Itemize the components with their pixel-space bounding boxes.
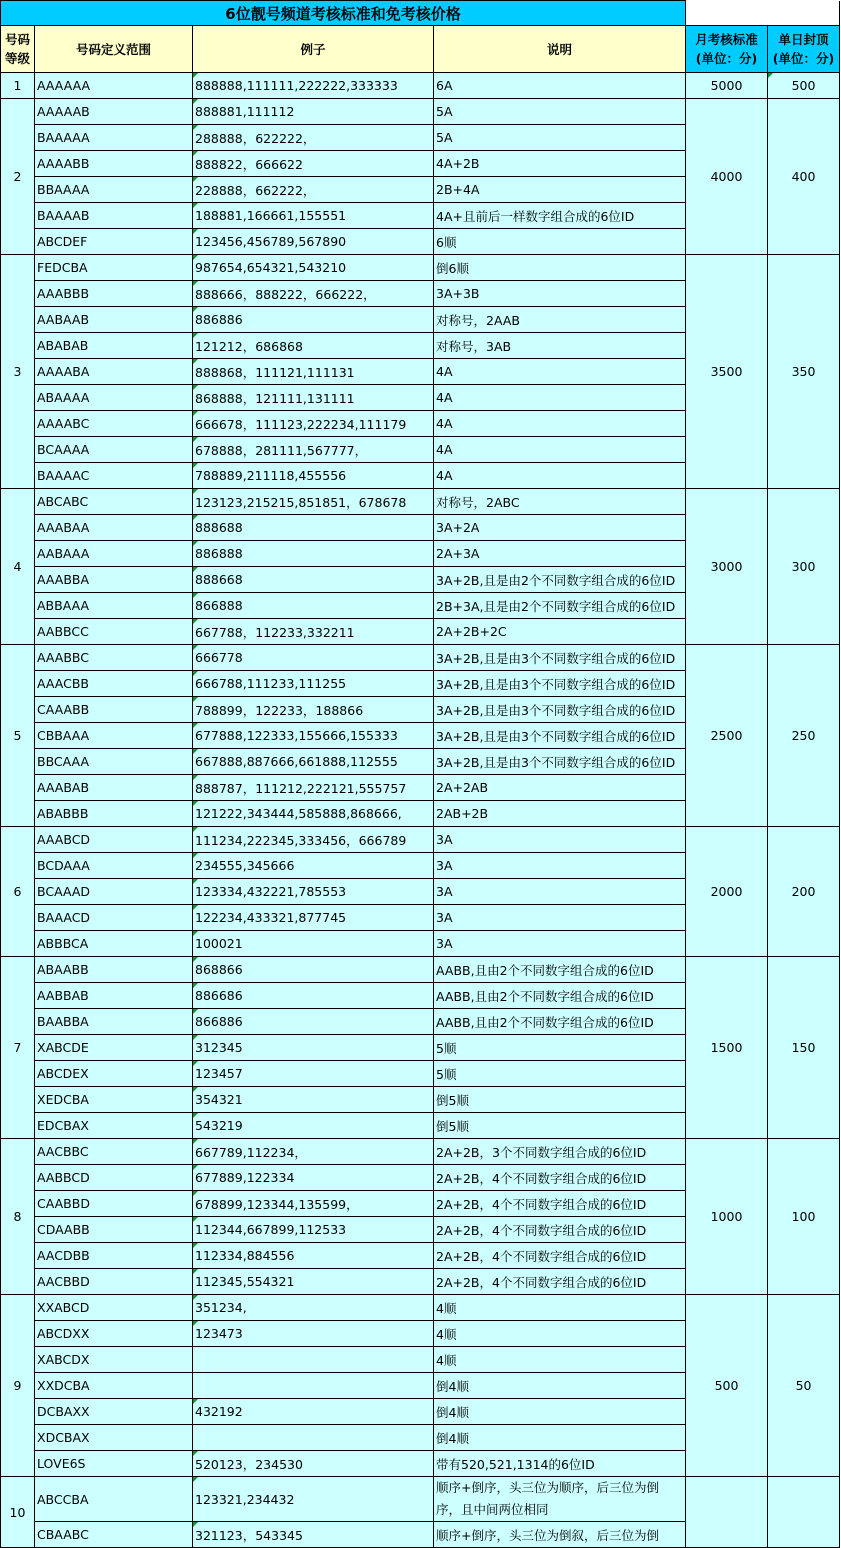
example-cell: 123457 — [193, 1061, 434, 1087]
desc-cell: 2A+2B，4个不同数字组合成的6位ID — [434, 1191, 686, 1217]
desc-cell: 2A+2B，4个不同数字组合成的6位ID — [434, 1217, 686, 1243]
grade-cell: 1 — [1, 73, 35, 99]
example-cell: 123334,432221,785553 — [193, 879, 434, 905]
title-row — [1, 1, 840, 26]
desc-cell: 6顺 — [434, 229, 686, 255]
desc-cell: 5A — [434, 99, 686, 125]
table-title: 6位靓号频道考核标准和免考核价格 — [1, 1, 686, 26]
code-cell: LOVE6S — [35, 1451, 193, 1477]
code-cell: CDAABB — [35, 1217, 193, 1243]
code-cell: CBAABC — [35, 1522, 193, 1548]
desc-cell: 对称号，2AAB — [434, 307, 686, 333]
desc-cell: 3A+2B,且是由2个不同数字组合成的6位ID — [434, 567, 686, 593]
code-cell: BCAAAA — [35, 437, 193, 463]
code-cell: AAABBC — [35, 645, 193, 671]
example-cell: 788899，122233，188866 — [193, 697, 434, 723]
desc-cell: 2A+2B，3个不同数字组合成的6位ID — [434, 1139, 686, 1165]
example-cell: 666778 — [193, 645, 434, 671]
table-row — [1, 645, 840, 671]
code-cell: ABCABC — [35, 489, 193, 515]
desc-cell: 5顺 — [434, 1061, 686, 1087]
code-cell: BAABBA — [35, 1009, 193, 1035]
desc-cell: 4顺 — [434, 1347, 686, 1373]
example-cell: 667789,112234， — [193, 1139, 434, 1165]
monthly-cell: 3000 — [686, 489, 768, 645]
desc-cell: 3A+2B,且是由3个不同数字组合成的6位ID — [434, 645, 686, 671]
code-cell: ABCDEX — [35, 1061, 193, 1087]
desc-cell: 倒4顺 — [434, 1373, 686, 1399]
example-cell: 987654,654321,543210 — [193, 255, 434, 281]
example-cell: 677889,122334 — [193, 1165, 434, 1191]
cap-cell: 50 — [768, 1295, 840, 1477]
example-cell: 677888,122333,155666,155333 — [193, 723, 434, 749]
code-cell: BAAACD — [35, 905, 193, 931]
desc-cell: 3A+2B,且是由3个不同数字组合成的6位ID — [434, 697, 686, 723]
header-range: 号码定义范围 — [35, 26, 193, 73]
desc-cell: 2B+4A — [434, 177, 686, 203]
example-cell: 888668 — [193, 567, 434, 593]
desc-cell: 3A+3B — [434, 281, 686, 307]
example-cell: 888881,111112 — [193, 99, 434, 125]
example-cell: 868866 — [193, 957, 434, 983]
example-cell: 121212，686868 — [193, 333, 434, 359]
monthly-cell: 4000 — [686, 99, 768, 255]
grade-cell: 10 — [1, 1477, 35, 1548]
code-cell: ABABBB — [35, 801, 193, 827]
table-row — [1, 489, 840, 515]
code-cell: XEDCBA — [35, 1087, 193, 1113]
desc-cell: 顺序+倒序，头三位为倒叙，后三位为倒 — [434, 1522, 686, 1548]
example-cell: 888787，111212,222121,555757 — [193, 775, 434, 801]
code-cell: AAACBB — [35, 671, 193, 697]
example-cell: 667888,887666,661888,112555 — [193, 749, 434, 775]
desc-cell: 3A — [434, 827, 686, 853]
table-row — [1, 255, 840, 281]
grade-cell: 5 — [1, 645, 35, 827]
example-cell: 100021 — [193, 931, 434, 957]
table-row — [1, 99, 840, 125]
table-row — [1, 1295, 840, 1321]
code-cell: AAAAAA — [35, 73, 193, 99]
code-cell: ABCCBA — [35, 1477, 193, 1522]
cap-cell: 250 — [768, 645, 840, 827]
cap-cell: 200 — [768, 827, 840, 957]
desc-cell: 4A+且前后一样数字组合成的6位ID — [434, 203, 686, 229]
code-cell: AABAAB — [35, 307, 193, 333]
code-cell: AAABAA — [35, 515, 193, 541]
example-cell: 520123，234530 — [193, 1451, 434, 1477]
code-cell: BCAAAD — [35, 879, 193, 905]
example-cell: 667788，112233,332211 — [193, 619, 434, 645]
code-cell: ABBAAA — [35, 593, 193, 619]
monthly-cell — [686, 1477, 768, 1548]
desc-cell: 2AB+2B — [434, 801, 686, 827]
example-cell: 123321,234432 — [193, 1477, 434, 1522]
table-row — [1, 957, 840, 983]
desc-cell: 4A — [434, 437, 686, 463]
desc-cell: 2A+3A — [434, 541, 686, 567]
code-cell: XDCBAX — [35, 1425, 193, 1451]
desc-cell: AABB,且由2个不同数字组合成的6位ID — [434, 983, 686, 1009]
example-cell — [193, 1373, 434, 1399]
code-cell: BCDAAA — [35, 853, 193, 879]
header-row — [1, 26, 840, 73]
example-cell: 888688 — [193, 515, 434, 541]
desc-cell: 2A+2B，4个不同数字组合成的6位ID — [434, 1243, 686, 1269]
example-cell: 188881,166661,155551 — [193, 203, 434, 229]
cap-cell: 350 — [768, 255, 840, 489]
desc-cell: 3A+2B,且是由3个不同数字组合成的6位ID — [434, 749, 686, 775]
desc-cell: 4A — [434, 411, 686, 437]
code-cell: ABABAB — [35, 333, 193, 359]
example-cell: 122234,433321,877745 — [193, 905, 434, 931]
code-cell: AACBBC — [35, 1139, 193, 1165]
example-cell: 666788,111233,111255 — [193, 671, 434, 697]
code-cell: BBAAAA — [35, 177, 193, 203]
grade-cell: 4 — [1, 489, 35, 645]
desc-cell: AABB,且由2个不同数字组合成的6位ID — [434, 957, 686, 983]
code-cell: AAABBA — [35, 567, 193, 593]
grade-cell: 3 — [1, 255, 35, 489]
code-cell: ABAAAA — [35, 385, 193, 411]
desc-cell: 对称号，2ABC — [434, 489, 686, 515]
code-cell: AAAABA — [35, 359, 193, 385]
example-cell: 112344,667899,112533 — [193, 1217, 434, 1243]
example-cell: 886686 — [193, 983, 434, 1009]
code-cell: ABCDEF — [35, 229, 193, 255]
header-grade: 号码等级 — [1, 26, 35, 73]
desc-cell: 4A — [434, 385, 686, 411]
cap-cell: 500 — [768, 73, 840, 99]
desc-cell: 3A+2B,且是由3个不同数字组合成的6位ID — [434, 671, 686, 697]
desc-cell: 2A+2AB — [434, 775, 686, 801]
example-cell: 121222,343444,585888,868666, — [193, 801, 434, 827]
monthly-cell: 500 — [686, 1295, 768, 1477]
example-cell: 234555,345666 — [193, 853, 434, 879]
code-cell: AAABCD — [35, 827, 193, 853]
example-cell: 543219 — [193, 1113, 434, 1139]
example-cell: 678888，281111,567777， — [193, 437, 434, 463]
example-cell: 123473 — [193, 1321, 434, 1347]
example-cell: 351234, — [193, 1295, 434, 1321]
monthly-cell: 1500 — [686, 957, 768, 1139]
desc-cell: 3A — [434, 879, 686, 905]
desc-cell: 3A+2A — [434, 515, 686, 541]
example-cell: 112345,554321 — [193, 1269, 434, 1295]
example-cell: 432192 — [193, 1399, 434, 1425]
monthly-cell: 1000 — [686, 1139, 768, 1295]
desc-cell: 倒5顺 — [434, 1113, 686, 1139]
example-cell: 888888,111111,222222,333333 — [193, 73, 434, 99]
example-cell: 886888 — [193, 541, 434, 567]
code-cell: DCBAXX — [35, 1399, 193, 1425]
example-cell: 228888，662222， — [193, 177, 434, 203]
example-cell: 123456,456789,567890 — [193, 229, 434, 255]
grade-cell: 6 — [1, 827, 35, 957]
title-gap — [686, 1, 840, 26]
example-cell — [193, 1347, 434, 1373]
code-cell: CAAABB — [35, 697, 193, 723]
monthly-cell: 3500 — [686, 255, 768, 489]
header-monthly: 月考核标准(单位：分) — [686, 26, 768, 73]
table-row — [1, 1477, 840, 1522]
example-cell: 123123,215215,851851，678678 — [193, 489, 434, 515]
code-cell: EDCBAX — [35, 1113, 193, 1139]
grade-cell: 8 — [1, 1139, 35, 1295]
example-cell: 888868，111121,111131 — [193, 359, 434, 385]
cap-cell: 300 — [768, 489, 840, 645]
desc-cell: 5A — [434, 125, 686, 151]
desc-cell: 带有520,521,1314的6位ID — [434, 1451, 686, 1477]
example-cell — [193, 1425, 434, 1451]
monthly-cell: 2500 — [686, 645, 768, 827]
example-cell: 678899,123344,135599， — [193, 1191, 434, 1217]
code-cell: AABBAB — [35, 983, 193, 1009]
grade-cell: 2 — [1, 99, 35, 255]
code-cell: CBBAAA — [35, 723, 193, 749]
code-cell: AAAABB — [35, 151, 193, 177]
desc-cell: 4A — [434, 463, 686, 489]
cap-cell: 100 — [768, 1139, 840, 1295]
code-cell: XABCDE — [35, 1035, 193, 1061]
desc-cell: 倒5顺 — [434, 1087, 686, 1113]
code-cell: AABBCC — [35, 619, 193, 645]
cap-cell: 400 — [768, 99, 840, 255]
monthly-cell: 2000 — [686, 827, 768, 957]
example-cell: 866888 — [193, 593, 434, 619]
code-cell: ABBBCA — [35, 931, 193, 957]
table-row — [1, 73, 840, 99]
header-desc: 说明 — [434, 26, 686, 73]
table-body — [1, 73, 840, 1548]
desc-cell: 2B+3A,且是由2个不同数字组合成的6位ID — [434, 593, 686, 619]
code-cell: BAAAAB — [35, 203, 193, 229]
desc-cell: 4A+2B — [434, 151, 686, 177]
code-cell: AAAAAB — [35, 99, 193, 125]
desc-cell: 5顺 — [434, 1035, 686, 1061]
example-cell: 666678，111123,222234,111179 — [193, 411, 434, 437]
code-cell: AACBBD — [35, 1269, 193, 1295]
desc-cell: 4顺 — [434, 1321, 686, 1347]
code-cell: AAABBB — [35, 281, 193, 307]
desc-cell: 3A — [434, 905, 686, 931]
desc-cell: 2A+2B+2C — [434, 619, 686, 645]
code-cell: BBCAAA — [35, 749, 193, 775]
desc-cell: 顺序+倒序，头三位为顺序，后三位为倒序，且中间两位相同 — [434, 1477, 686, 1522]
code-cell: CAABBD — [35, 1191, 193, 1217]
desc-cell: 倒4顺 — [434, 1399, 686, 1425]
code-cell: AAAABC — [35, 411, 193, 437]
desc-cell: 4A — [434, 359, 686, 385]
desc-cell: 6A — [434, 73, 686, 99]
desc-cell: 2A+2B，4个不同数字组合成的6位ID — [434, 1269, 686, 1295]
example-cell: 868888，121111,131111 — [193, 385, 434, 411]
desc-cell: 倒4顺 — [434, 1425, 686, 1451]
desc-cell: 3A+2B,且是由3个不同数字组合成的6位ID — [434, 723, 686, 749]
desc-cell: 对称号，3AB — [434, 333, 686, 359]
code-cell: ABCDXX — [35, 1321, 193, 1347]
desc-cell: 3A — [434, 931, 686, 957]
code-cell: BAAAAC — [35, 463, 193, 489]
desc-cell: 2A+2B，4个不同数字组合成的6位ID — [434, 1165, 686, 1191]
example-cell: 354321 — [193, 1087, 434, 1113]
code-cell: ABAABB — [35, 957, 193, 983]
example-cell: 312345 — [193, 1035, 434, 1061]
code-cell: AABAAA — [35, 541, 193, 567]
example-cell: 112334,884556 — [193, 1243, 434, 1269]
desc-cell: 倒6顺 — [434, 255, 686, 281]
desc-cell: 4顺 — [434, 1295, 686, 1321]
cap-cell: 150 — [768, 957, 840, 1139]
example-cell: 866886 — [193, 1009, 434, 1035]
example-cell: 111234,222345,333456，666789 — [193, 827, 434, 853]
desc-cell: AABB,且由2个不同数字组合成的6位ID — [434, 1009, 686, 1035]
code-cell: XXDCBA — [35, 1373, 193, 1399]
desc-cell: 3A — [434, 853, 686, 879]
code-cell: XXABCD — [35, 1295, 193, 1321]
example-cell: 321123，543345 — [193, 1522, 434, 1548]
header-example: 例子 — [193, 26, 434, 73]
example-cell: 888666，888222，666222， — [193, 281, 434, 307]
example-cell: 788889,211118,455556 — [193, 463, 434, 489]
code-cell: AABBCD — [35, 1165, 193, 1191]
grade-cell: 9 — [1, 1295, 35, 1477]
example-cell: 288888，622222， — [193, 125, 434, 151]
code-cell: XABCDX — [35, 1347, 193, 1373]
cap-cell — [768, 1477, 840, 1548]
code-cell: AAABAB — [35, 775, 193, 801]
monthly-cell: 5000 — [686, 73, 768, 99]
code-cell: AACDBB — [35, 1243, 193, 1269]
table-row — [1, 827, 840, 853]
example-cell: 886886 — [193, 307, 434, 333]
code-cell: FEDCBA — [35, 255, 193, 281]
header-cap: 单日封顶(单位：分) — [768, 26, 840, 73]
code-cell: BAAAAA — [35, 125, 193, 151]
grade-cell: 7 — [1, 957, 35, 1139]
table-row — [1, 1139, 840, 1165]
example-cell: 888822，666622 — [193, 151, 434, 177]
